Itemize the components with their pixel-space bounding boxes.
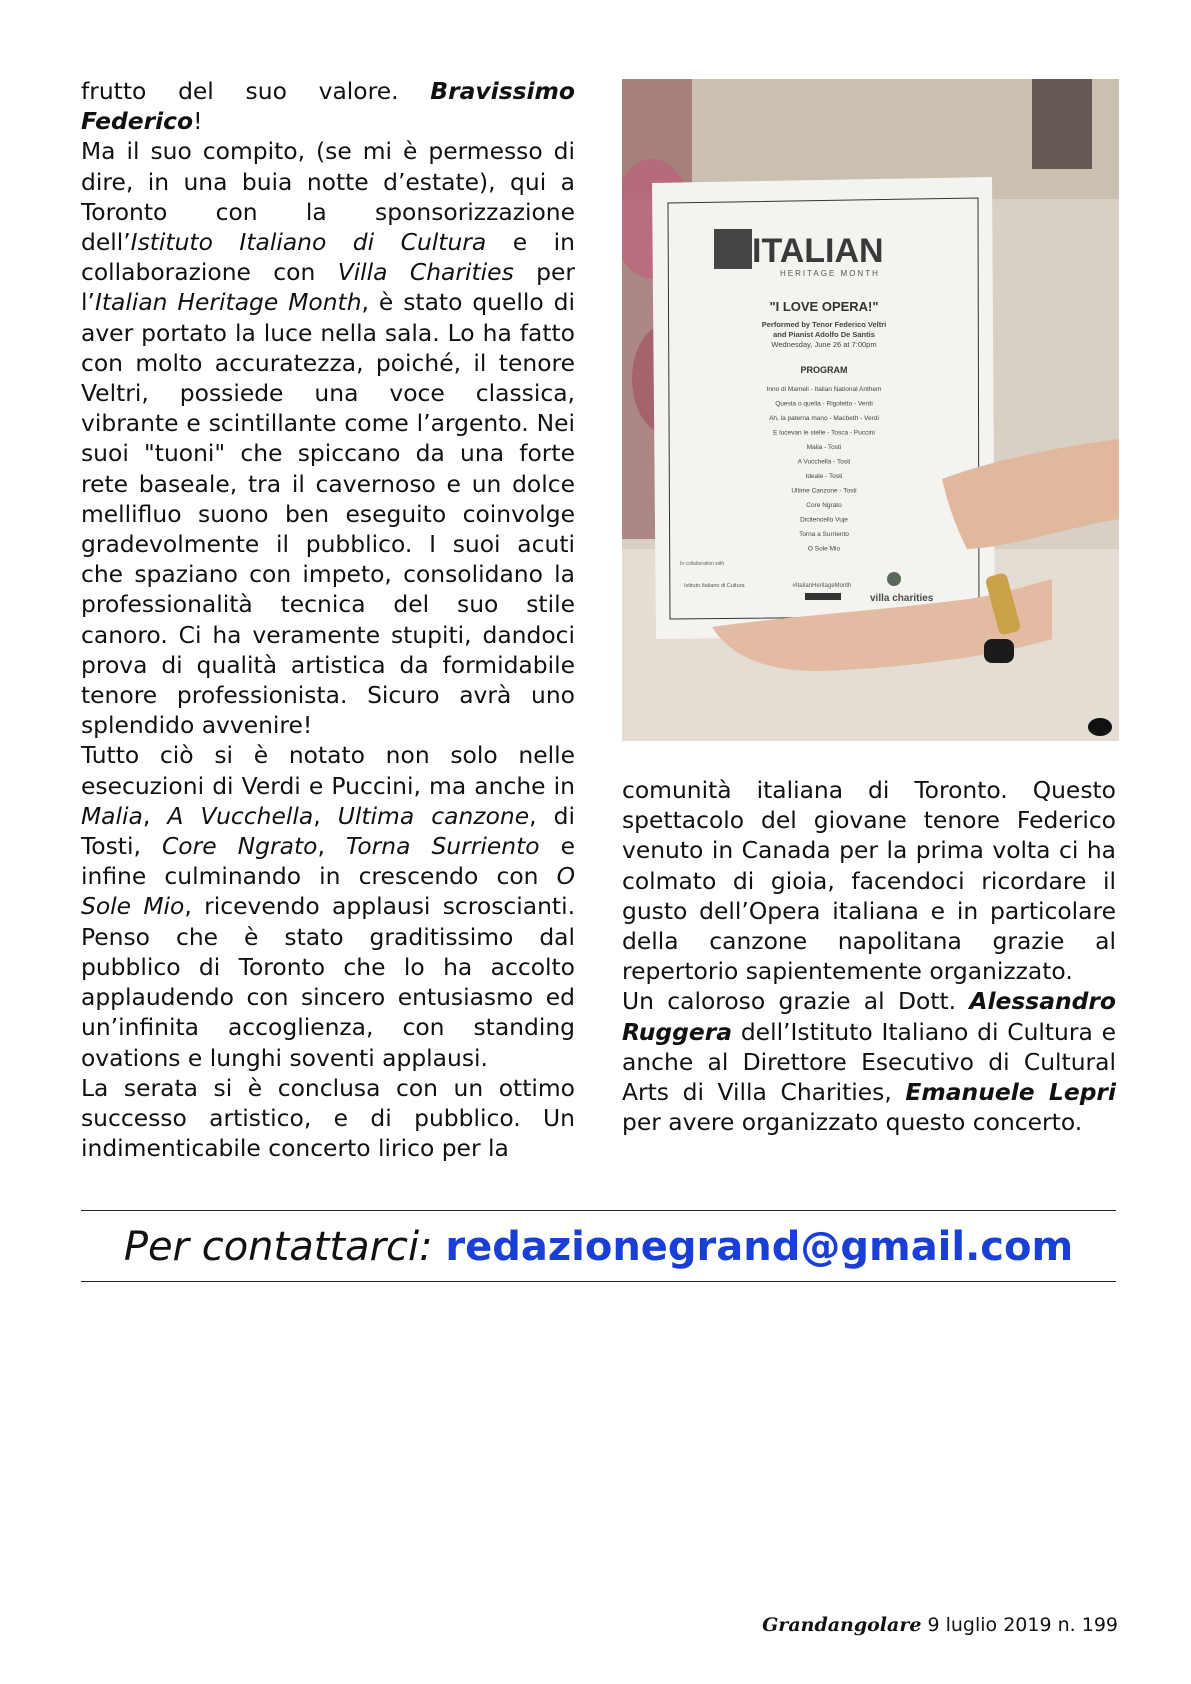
program-item: Inno di Mameli - Italian National Anthem: [766, 386, 882, 393]
program-item: Torna a Surriento: [799, 531, 849, 538]
left-column: [81, 76, 575, 1163]
program-item: Dicitencello Vuje: [800, 516, 848, 524]
contact-top-divider: [81, 1210, 1116, 1211]
performed-line-2: and Pianist Adolfo De Santis: [773, 330, 875, 339]
bracelet-icon: [984, 639, 1014, 663]
logo-word: ITALIAN: [752, 232, 884, 270]
program-item: Ah, la paterna mano - Macbeth - Verdi: [769, 415, 879, 422]
left-paragraph-4: La serata si è conclusa con un ottimo successo artistico, e di pubblico. Un indimenticabile concerto lirico per la: [81, 1073, 575, 1163]
program-item: A Vucchella - Tosti: [797, 458, 851, 466]
left-paragraph-3: Tutto ciò si è notato non solo nelle esecuzioni di Verdi e Puccini, ma anche in Malia, A Vucchella, Ultima canzone, di Tosti, Core Ngrato, Torna Surriento e infine culminando in crescendo con O Sole Mio, ricevendo applausi scroscianti. Penso che è stato graditissimo dal pubblico di Toronto che lo ha accolto applaudendo con sincero entusiasmo ed un’infinita accoglienza, con standing ovations e lunghi soventi applausi.: [81, 741, 576, 1072]
contact-bottom-divider: [81, 1281, 1116, 1282]
contact-email-link[interactable]: redazionegrand@gmail.com: [445, 1224, 1074, 1270]
program-item: Core Ngrato: [806, 502, 842, 509]
logo-subtitle: HERITAGE MONTH: [780, 269, 880, 278]
program-photo: [622, 79, 1119, 741]
villa-charities-label: villa charities: [870, 593, 934, 604]
left-paragraph-1: frutto del suo valore. Bravissimo Federico!: [81, 77, 575, 136]
publication-name: Grandangolare: [762, 1614, 922, 1636]
hashtag: #ItalianHeritageMonth: [792, 583, 852, 589]
right-paragraph-2: Un caloroso grazie al Dott. Alessandro Ruggera dell’Istituto Italiano di Cultura e anche al Direttore Esecutivo di Cultural Arts di Villa Charities, Emanuele Lepri per avere organizzato questo concerto.: [622, 987, 1116, 1137]
event-date: Wednesday, June 26 at 7:00pm: [771, 340, 877, 349]
program-item: Ideale - Tosti: [805, 473, 843, 480]
program-photo-illustration: [622, 79, 1119, 741]
page-footer: [762, 1614, 1118, 1636]
performed-line-1: Performed by Tenor Federico Veltri: [761, 320, 887, 329]
program-item: Malia - Tosti: [806, 444, 842, 451]
social-icons: [805, 593, 841, 600]
iic-label: Istituto Italiano di Cultura: [684, 583, 745, 589]
program-item: O Sole Mio: [807, 545, 841, 553]
villa-charities-logo-icon: [887, 572, 901, 586]
right-paragraph-1: comunità italiana di Toronto. Questo spettacolo del giovane tenore Federico venuto in Canada per la prima volta ci ha colmato di gioia, facendoci ricordare il gusto dell’Opera italiana e in particolare della canzone napolitana grazie al repertorio sapientemente organizzato.: [622, 776, 1116, 986]
shoe-icon: [1088, 718, 1112, 736]
collab-label: In collaboration with: [680, 561, 725, 567]
program-item: Questa o quella - Rigoletto - Verdi: [775, 400, 873, 408]
italian-heritage-logo-icon: [714, 229, 752, 269]
right-column: [622, 775, 1116, 1137]
contact-label: Per contattarci:: [123, 1224, 433, 1270]
contact-line: [81, 1222, 1116, 1272]
program-heading: PROGRAM: [800, 365, 848, 375]
program-item: Ultime Canzone - Tosti: [791, 487, 857, 495]
program-item: E lucevan le stelle - Tosca - Puccini: [773, 429, 875, 437]
left-paragraph-2: Ma il suo compito, (se mi è permesso di dire, in una buia notte d’estate), qui a Toronto con la sponsorizzazione dell’Istituto Italiano di Cultura e in collaborazione con Villa Charities per l’Italian Heritage Month, è stato quello di aver portato la luce nella sala. Lo ha fatto con molto accuratezza, poiché, il tenore Veltri, possiede una voce classica, vibrante e scintillante come l’argento. Nei suoi "tuoni" che spiccano da una forte rete baseale, tra il cavernoso e un dolce mellifluo suono ben eseguito coinvolge gradevolmente il pubblico. I suoi acuti che spaziano con impeto, consolidano la professionalità tecnica del suo stile canoro. Ci ha veramente stupiti, dandoci prova di qualità artistica da formidabile tenore professionista. Sicuro avrà uno splendido avvenire!: [81, 137, 576, 740]
event-title: "I LOVE OPERA!": [769, 299, 879, 314]
issue-info: 9 luglio 2019 n. 199: [927, 1614, 1118, 1636]
